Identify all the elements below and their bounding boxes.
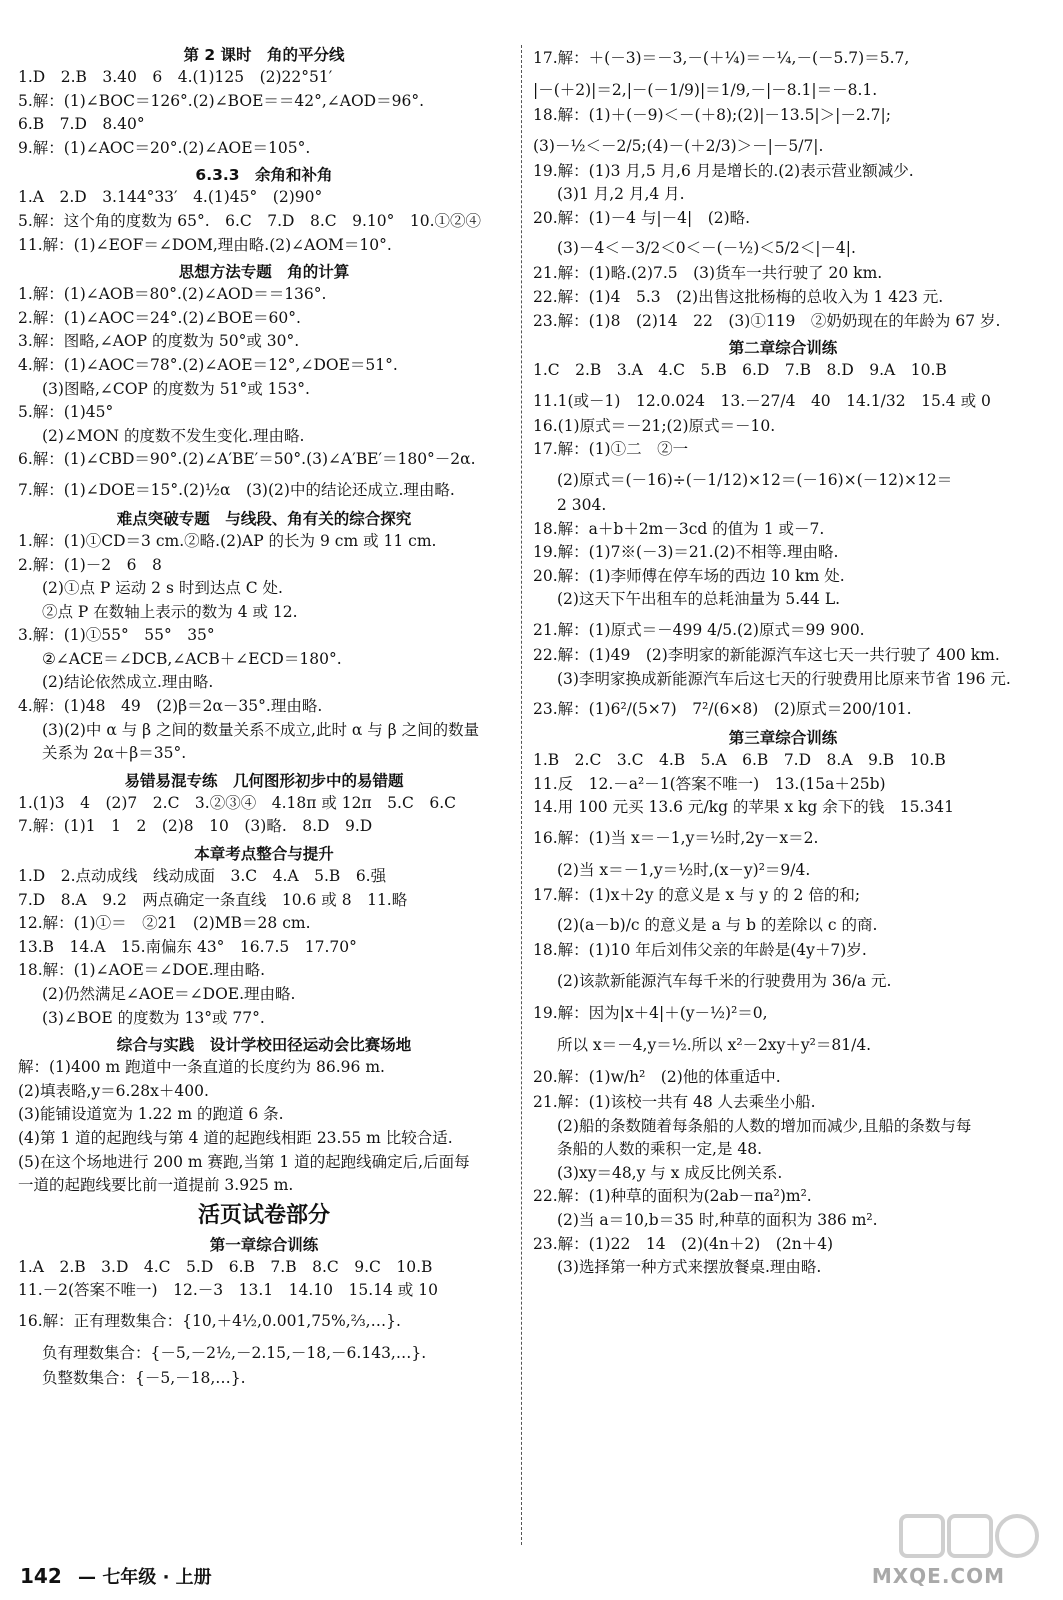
answer-line: 1.D 2.B 3.40 6 4.(1)125 (2)22°51′ xyxy=(18,68,333,86)
answer-line: (2)(a－b)/c 的意义是 a 与 b 的差除以 c 的商. xyxy=(557,916,878,935)
answer-line: 条船的人数的乘积一定,是 48. xyxy=(557,1140,763,1159)
answer-line: 负整数集合：{－5,－18,…}. xyxy=(42,1368,246,1387)
answer-line: 6.B 7.D 8.40° xyxy=(18,115,145,134)
section-heading: 综合与实践 设计学校田径运动会比赛场地 xyxy=(116,1036,412,1055)
answer-line: 19.解：(1)7※(－3)＝21.(2)不相等.理由略. xyxy=(533,543,839,562)
footer-dash: — xyxy=(78,1567,97,1588)
answer-line: 所以 x＝－4,y＝½.所以 x²－2xy＋y²＝81/4. xyxy=(557,1036,872,1055)
page-number: 142 xyxy=(20,1564,62,1588)
section-heading: 易错易混专练 几何图形初步中的易错题 xyxy=(124,771,404,790)
answer-line: (2)结论依然成立.理由略. xyxy=(42,673,214,692)
answer-line: 1.D 2.点动成线 线动成面 3.C 4.A 5.B 6.强 xyxy=(18,867,387,886)
answer-line: 21.解：(1)略.(2)7.5 (3)货车一共行驶了 20 km. xyxy=(533,264,883,283)
answer-line: 18.解：(1)10 年后刘伟父亲的年龄是(4y＋7)岁. xyxy=(533,941,867,960)
answer-line: 19.解：(1)3 月,5 月,6 月是增长的.(2)表示营业额减少. xyxy=(533,161,914,180)
section-heading: 第二章综合训练 xyxy=(728,339,838,358)
section-heading: 本章考点整合与提升 xyxy=(194,845,334,864)
watermark-text: MXQE.COM xyxy=(871,1564,1005,1588)
answer-line: 1.A 2.B 3.D 4.C 5.D 6.B 7.B 8.C 9.C 10.B xyxy=(18,1257,433,1276)
answer-line: 11.解：(1)∠EOF＝∠DOM,理由略.(2)∠AOM＝10°. xyxy=(18,235,392,254)
answer-line: (2)①点 P 运动 2 s 时到达点 C 处. xyxy=(42,579,283,598)
answer-line: (2)当 x＝－1,y＝½时,(x－y)²＝9/4. xyxy=(557,860,811,879)
answer-line: ②点 P 在数轴上表示的数为 4 或 12. xyxy=(42,602,298,621)
answer-line: 11.1(或－1) 12.0.024 13.－27/4 40 14.1/32 15.4 或 0 xyxy=(533,391,991,410)
answer-line: 2 304. xyxy=(557,495,607,514)
answer-line: (2)原式＝(－16)÷(－1/12)×12＝(－16)×(－12)×12＝ xyxy=(557,470,953,489)
answer-line: (2)这天下午出租车的总耗油量为 5.44 L. xyxy=(557,590,841,609)
section-heading: 6.3.3 余角和补角 xyxy=(195,166,333,185)
answer-line: (2)该款新能源汽车每千米的行驶费用为 36/a 元. xyxy=(557,972,892,991)
answer-line: 6.解：(1)∠CBD＝90°.(2)∠A′BE′＝50°.(3)∠A′BE′＝180°－2α. xyxy=(18,450,476,469)
answer-line: 5.解：(1)∠BOC＝126°.(2)∠BOE＝＝42°,∠AOD＝96°. xyxy=(18,91,424,110)
answer-line: (3)－4＜－3/2＜0＜－(－½)＜5/2＜|－4|. xyxy=(557,239,856,258)
answer-line: 5.解：这个角的度数为 65°. 6.C 7.D 8.C 9.10° 10.①②④ xyxy=(18,211,482,230)
answer-line: |－(＋2)|＝2,|－(－1/9)|＝1/9,－|－8.1|＝－8.1. xyxy=(533,81,878,99)
answer-line: 22.解：(1)4 5.3 (2)出售这批杨梅的总收入为 1 423 元. xyxy=(533,287,944,306)
answer-line: 20.解：(1)李师傅在停车场的西边 10 km 处. xyxy=(533,566,845,585)
answer-line: 2.解：(1)－2 6 8 xyxy=(18,555,162,574)
answer-line: 3.解：图略,∠AOP 的度数为 50°或 30°. xyxy=(18,332,300,351)
answer-line: (3)1 月,2 月,4 月. xyxy=(557,185,685,204)
answer-line: 21.解：(1)原式＝－499 4/5.(2)原式＝99 900. xyxy=(533,620,865,639)
answer-line: 21.解：(1)该校一共有 48 人去乘坐小船. xyxy=(533,1093,816,1112)
answer-line: 16.解：(1)当 x＝－1,y＝½时,2y－x＝2. xyxy=(533,828,819,847)
answer-line: 关系为 2α＋β＝35°. xyxy=(42,744,187,763)
answer-line: (2)当 a＝10,b＝35 时,种草的面积为 386 m². xyxy=(557,1211,878,1230)
grade-label: 七年级 · 上册 xyxy=(102,1567,212,1588)
left-column xyxy=(18,42,510,1393)
answer-line: 1.A 2.D 3.144°33′ 4.(1)45° (2)90° xyxy=(18,188,323,207)
answer-line: 23.解：(1)22 14 (2)(4n＋2) (2n＋4) xyxy=(533,1234,834,1253)
answer-line: (2)船的条数随着每条船的人数的增加而减少,且船的条数与每 xyxy=(557,1116,972,1135)
answer-line: (3)∠BOE 的度数为 13°或 77°. xyxy=(42,1008,265,1027)
section-heading: 思想方法专题 角的计算 xyxy=(178,263,350,282)
right-column xyxy=(533,42,1033,1282)
answer-line: 22.解：(1)49 (2)李明家的新能源汽车这七天一共行驶了 400 km. xyxy=(533,645,1000,664)
answer-line: 20.解：(1)－4 与|－4| (2)略. xyxy=(533,208,751,227)
answer-line: 1.解：(1)∠AOB＝80°.(2)∠AOD＝＝136°. xyxy=(18,285,327,304)
answer-line: 19.解：因为|x＋4|＋(y－½)²＝0, xyxy=(533,1004,768,1023)
answer-line: 23.解：(1)8 (2)14 22 (3)①119 ②奶奶现在的年龄为 67 岁. xyxy=(533,311,1001,330)
answer-line: 17.解：(1)①二 ②一 xyxy=(533,440,689,459)
answer-line: 一道的起跑线要比前一道提前 3.925 m. xyxy=(18,1176,294,1195)
answer-line: 1.B 2.C 3.C 4.B 5.A 6.B 7.D 8.A 9.B 10.B xyxy=(533,751,946,770)
answer-line: 1.(1)3 4 (2)7 2.C 3.②③④ 4.18π 或 12π 5.C 6.C xyxy=(18,793,456,812)
answer-line: 23.解：(1)6²/(5×7) 7²/(6×8) (2)原式＝200/101. xyxy=(533,700,912,719)
answer-line: (3)李明家换成新能源汽车后这七天的行驶费用比原来节省 196 元. xyxy=(557,669,1011,688)
section-heading: 第一章综合训练 xyxy=(209,1235,319,1254)
answer-line: 解：(1)400 m 跑道中一条直道的长度约为 86.96 m. xyxy=(18,1058,385,1077)
answer-line: (3)能铺设道宽为 1.22 m 的跑道 6 条. xyxy=(18,1105,284,1124)
answer-line: 7.解：(1)1 1 2 (2)8 10 (3)略. 8.D 9.D xyxy=(18,817,373,836)
answer-line: 17.解：＋(－3)＝－3,－(＋¼)＝－¼,－(－5.7)＝5.7, xyxy=(533,49,910,67)
answer-line: 1.C 2.B 3.A 4.C 5.B 6.D 7.B 8.D 9.A 10.B xyxy=(533,361,947,380)
answer-line: 22.解：(1)种草的面积为(2ab－πa²)m². xyxy=(533,1187,812,1206)
answer-line: 16.解：正有理数集合：{10,＋4½,0.001,75%,⅔,…}. xyxy=(18,1311,401,1330)
answer-line: (2)∠MON 的度数不发生变化.理由略. xyxy=(42,426,305,445)
answer-line: (3)－½＜－2/5;(4)－(＋2/3)＞－|－5/7|. xyxy=(533,136,824,155)
answer-line: 负有理数集合：{－5,－2½,－2.15,－18,－6.143,…}. xyxy=(42,1343,427,1362)
answer-line: 11.反 12.－a²－1(答案不唯一) 13.(15a＋25b) xyxy=(533,774,886,793)
answer-line: (4)第 1 道的起跑线与第 4 道的起跑线相距 23.55 m 比较合适. xyxy=(18,1128,453,1147)
answer-line: (2)填表略,y＝6.28x＋400. xyxy=(18,1081,209,1100)
answer-line: 12.解：(1)①＝ ②21 (2)MB＝28 cm. xyxy=(18,914,311,933)
answer-line: (5)在这个场地进行 200 m 赛跑,当第 1 道的起跑线确定后,后面每 xyxy=(18,1152,470,1171)
section-heading: 第三章综合训练 xyxy=(728,729,838,748)
answer-line: ②∠ACE＝∠DCB,∠ACB＋∠ECD＝180°. xyxy=(42,649,342,668)
column-divider xyxy=(521,45,522,1545)
answer-line: (3)xy＝48,y 与 x 成反比例关系. xyxy=(557,1163,783,1182)
answer-line: 4.解：(1)48 49 (2)β＝2α－35°.理由略. xyxy=(18,697,323,716)
page-footer xyxy=(20,1563,212,1589)
answer-line: 1.解：(1)①CD＝3 cm.②略.(2)AP 的长为 9 cm 或 11 cm. xyxy=(18,531,437,550)
answer-line: 17.解：(1)x＋2y 的意义是 x 与 y 的 2 倍的和; xyxy=(533,885,861,904)
part-heading: 活页试卷部分 xyxy=(197,1202,330,1228)
answer-line: (3)(2)中 α 与 β 之间的数量关系不成立,此时 α 与 β 之间的数量 xyxy=(42,720,480,739)
answer-line: 7.D 8.A 9.2 两点确定一条直线 10.6 或 8 11.略 xyxy=(18,890,408,909)
answer-line: 18.解：(1)＋(－9)＜－(＋8);(2)|－13.5|＞|－2.7|; xyxy=(533,106,891,124)
answer-line: 16.(1)原式＝－21;(2)原式＝－10. xyxy=(533,416,776,435)
answer-line: 7.解：(1)∠DOE＝15°.(2)½α (3)(2)中的结论还成立.理由略. xyxy=(18,480,455,499)
answer-line: 3.解：(1)①55° 55° 35° xyxy=(18,626,215,645)
answer-line: 5.解：(1)45° xyxy=(18,403,114,422)
answer-line: (2)仍然满足∠AOE＝∠DOE.理由略. xyxy=(42,985,296,1003)
section-heading: 第 2 课时 角的平分线 xyxy=(183,46,345,64)
section-heading: 难点突破专题 与线段、角有关的综合探究 xyxy=(116,509,412,528)
answer-line: 18.解：a＋b＋2m－3cd 的值为 1 或－7. xyxy=(533,519,825,538)
answer-line: 4.解：(1)∠AOC＝78°.(2)∠AOE＝12°,∠DOE＝51°. xyxy=(18,355,398,374)
answer-line: (3)选择第一种方式来摆放餐桌.理由略. xyxy=(557,1258,822,1277)
answer-line: 9.解：(1)∠AOC＝20°.(2)∠AOE＝105°. xyxy=(18,138,311,157)
answer-line: 2.解：(1)∠AOC＝24°.(2)∠BOE＝60°. xyxy=(18,308,301,327)
answer-line: (3)图略,∠COP 的度数为 51°或 153°. xyxy=(42,379,310,398)
watermark-logo xyxy=(865,1510,1045,1592)
answer-line: 20.解：(1)w/h² (2)他的体重适中. xyxy=(533,1068,781,1087)
answer-line: 14.用 100 元买 13.6 元/kg 的苹果 x kg 余下的钱 15.341 xyxy=(533,798,954,817)
answer-line: 18.解：(1)∠AOE＝∠DOE.理由略. xyxy=(18,961,266,980)
answer-line: 13.B 14.A 15.南偏东 43° 16.7.5 17.70° xyxy=(18,937,357,956)
answer-line: 11.－2(答案不唯一) 12.－3 13.1 14.10 15.14 或 10 xyxy=(18,1281,438,1300)
